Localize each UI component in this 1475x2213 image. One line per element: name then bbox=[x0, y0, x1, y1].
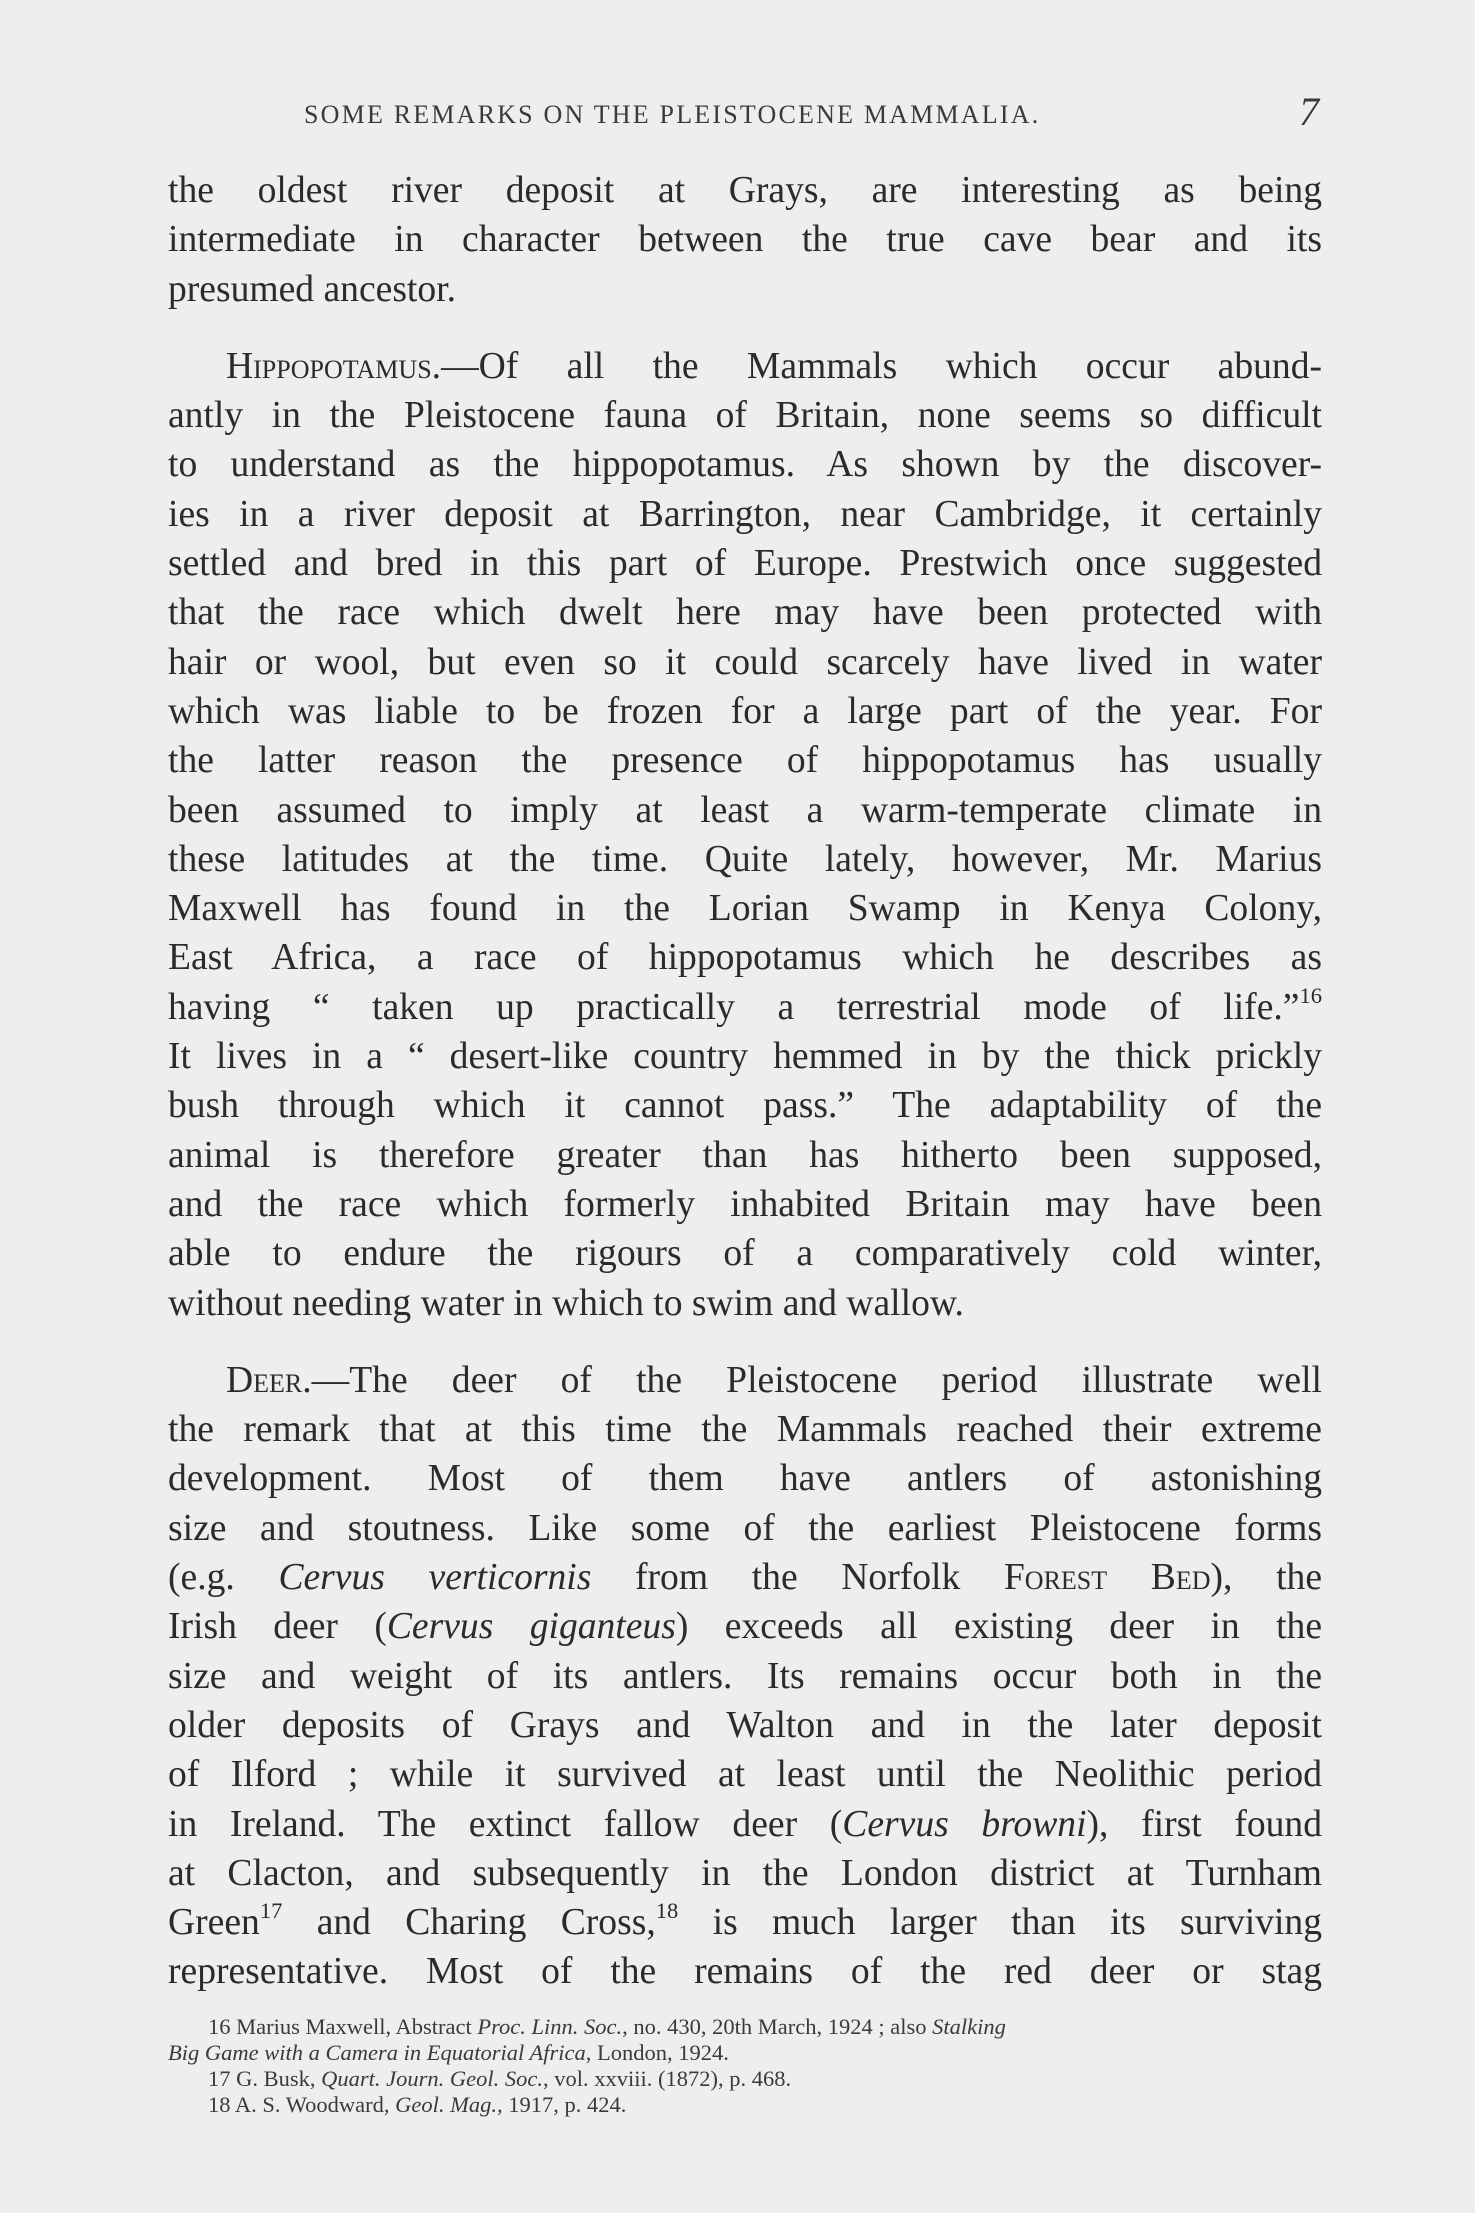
text-line: (e.g. Cervus verticornis from the Norfolk Forest Bed), the bbox=[168, 1557, 1322, 1599]
text-line: Deer.—The deer of the Pleistocene period illustrate well bbox=[226, 1359, 1322, 1401]
text-line: the remark that at this time the Mammals reached their extreme bbox=[168, 1409, 1322, 1451]
text-line: size and weight of its antlers. Its remains occur both in the bbox=[168, 1655, 1322, 1697]
text-line: to understand as the hippopotamus. As shown by the discover- bbox=[168, 444, 1322, 486]
text-line: size and stoutness. Like some of the earliest Pleistocene forms bbox=[168, 1507, 1322, 1549]
section-heading-hippopotamus: Hippopotamus. bbox=[226, 345, 442, 387]
text-line: able to endure the rigours of a comparatively cold winter, bbox=[168, 1233, 1322, 1275]
text-line: Green$^{17}$ and Charing Cross,$^{18}$ is much larger than its surviving bbox=[168, 1898, 1322, 1944]
text-line: settled and bred in this part of Europe. Prestwich once suggested bbox=[168, 543, 1322, 585]
text-line: that the race which dwelt here may have been protected with bbox=[168, 592, 1322, 634]
text-line: in Ireland. The extinct fallow deer (Cervus browni), first found bbox=[168, 1803, 1322, 1845]
text-line: Maxwell has found in the Lorian Swamp in Kenya Colony, bbox=[168, 888, 1322, 930]
text-line: representative. Most of the remains of the red deer or stag bbox=[168, 1951, 1322, 1993]
footnote-16-continued: Big Game with a Camera in Equatorial Africa, London, 1924. bbox=[168, 2040, 729, 2065]
text-line: at Clacton, and subsequently in the London district at Turnham bbox=[168, 1852, 1322, 1894]
paragraph-cave-bear bbox=[168, 166, 1322, 314]
text-line: bush through which it cannot pass.” The adaptability of the bbox=[168, 1085, 1322, 1127]
section-heading-deer: Deer. bbox=[226, 1359, 312, 1401]
footnote-ref-16: 16 bbox=[1299, 982, 1322, 1008]
text-line: hair or wool, but even so it could scarcely have lived in water bbox=[168, 641, 1322, 683]
text-line: Irish deer (Cervus giganteus) exceeds all existing deer in the bbox=[168, 1606, 1322, 1648]
page-number: 7 bbox=[1299, 89, 1319, 134]
species-name: Cervus verticornis bbox=[278, 1557, 592, 1599]
footnote-17: 17 G. Busk, Quart. Journ. Geol. Soc., vol. xxviii. (1872), p. 468. bbox=[208, 2066, 792, 2091]
text-line: without needing water in which to swim and wallow. bbox=[168, 1282, 964, 1324]
text-line: older deposits of Grays and Walton and in the later deposit bbox=[168, 1704, 1322, 1746]
text-line: ies in a river deposit at Barrington, near Cambridge, it certainly bbox=[168, 493, 1322, 535]
species-name: Cervus browni bbox=[842, 1803, 1087, 1845]
running-head-title: SOME REMARKS ON THE PLEISTOCENE MAMMALIA. bbox=[304, 100, 1041, 129]
paragraph-deer bbox=[168, 1356, 1322, 1997]
footnotes bbox=[168, 2014, 1322, 2118]
text-line: the oldest river deposit at Grays, are interesting as being bbox=[168, 170, 1322, 211]
running-head bbox=[168, 89, 1319, 144]
text-line: Hippopotamus.—Of all the Mammals which occur abund- bbox=[226, 345, 1322, 387]
text-line: the latter reason the presence of hippopotamus has usually bbox=[168, 740, 1322, 782]
footnote-ref-18: 18 bbox=[655, 1898, 679, 1924]
text-line: and the race which formerly inhabited Britain may have been bbox=[168, 1183, 1322, 1225]
text-line: animal is therefore greater than has hitherto been supposed, bbox=[168, 1134, 1322, 1176]
text-line: these latitudes at the time. Quite lately, however, Mr. Marius bbox=[168, 838, 1322, 880]
text-line: It lives in a “ desert-like country hemmed in by the thick prickly bbox=[168, 1036, 1322, 1078]
text-line: presumed ancestor. bbox=[168, 268, 457, 310]
text-line: been assumed to imply at least a warm-temperate climate in bbox=[168, 789, 1322, 831]
footnote-ref-17: 17 bbox=[259, 1898, 283, 1924]
text-line: having “ taken up practically a terrestrial mode of life.”$^{16}$ bbox=[168, 982, 1322, 1028]
text-line: development. Most of them have antlers of astonishing bbox=[168, 1458, 1322, 1500]
text-line: antly in the Pleistocene fauna of Britain, none seems so difficult bbox=[168, 395, 1322, 437]
text-line: of Ilford ; while it survived at least until the Neolithic period bbox=[168, 1754, 1322, 1796]
text-line: which was liable to be frozen for a large part of the year. For bbox=[168, 690, 1322, 732]
text-line: intermediate in character between the true cave bear and its bbox=[168, 219, 1322, 261]
species-name: Cervus giganteus bbox=[386, 1606, 676, 1648]
footnote-18: 18 A. S. Woodward, Geol. Mag., 1917, p. 424. bbox=[208, 2092, 627, 2117]
body-text bbox=[168, 166, 1322, 1997]
paragraph-hippopotamus bbox=[168, 342, 1322, 1328]
text-line: East Africa, a race of hippopotamus which he describes as bbox=[168, 937, 1322, 979]
footnote-16: 16 Marius Maxwell, Abstract Proc. Linn. Soc., no. 430, 20th March, 1924 ; also Stalking bbox=[208, 2014, 1006, 2039]
